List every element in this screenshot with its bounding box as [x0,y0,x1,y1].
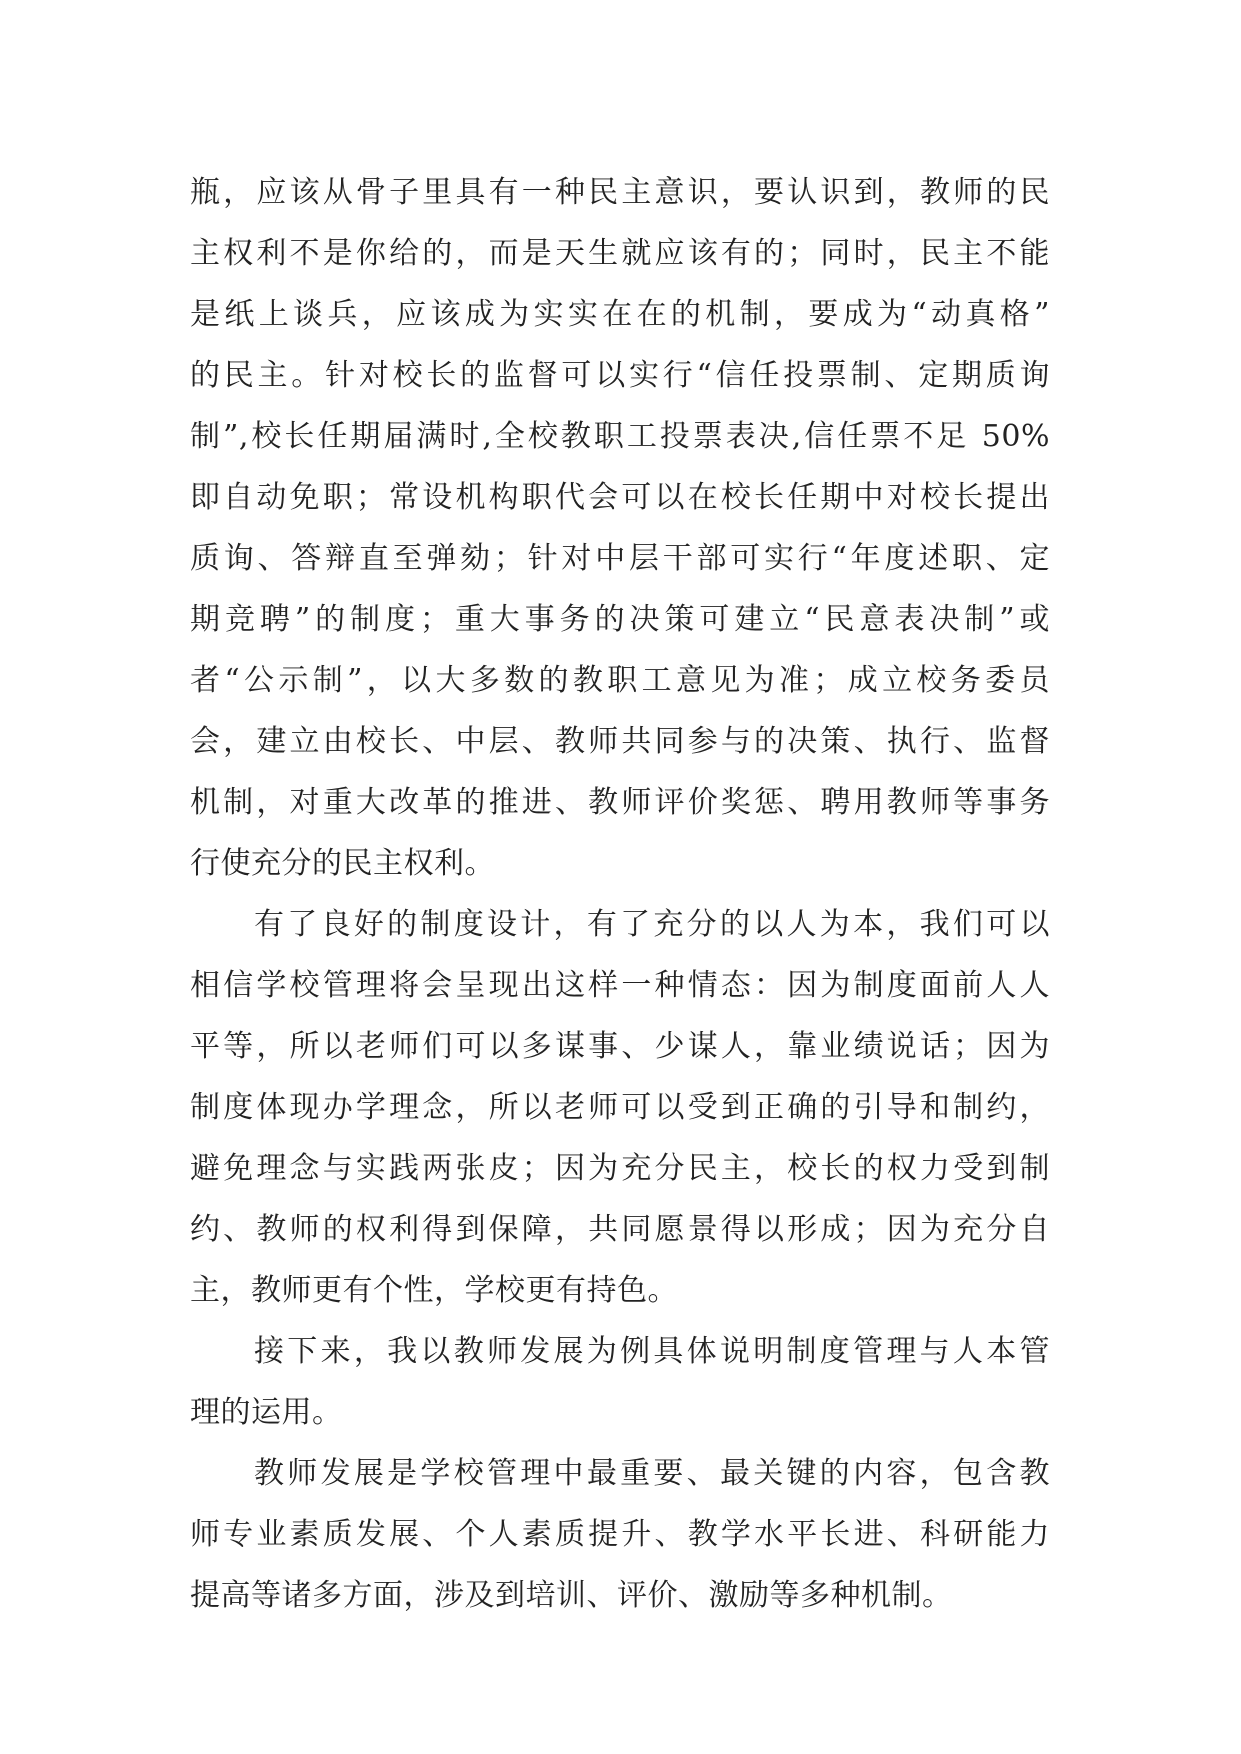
paragraph [190,894,1050,1321]
text-line: 平等，所以老师们可以多谋事、少谋人，靠业绩说话；因为 [190,1029,1050,1064]
text-line: 避免理念与实践两张皮；因为充分民主，校长的权力受到制 [190,1151,1050,1186]
text-line: 有了良好的制度设计，有了充分的以人为本，我们可以 [254,907,1050,942]
text-line: 相信学校管理将会呈现出这样一种情态：因为制度面前人人 [190,968,1050,1003]
text-line: 师专业素质发展、个人素质提升、教学水平长进、科研能力 [190,1517,1050,1552]
paragraph [190,1321,1050,1443]
text-line: 是纸上谈兵，应该成为实实在在的机制，要成为“动真格” [190,297,1050,332]
text-line: 质询、答辩直至弹劾；针对中层干部可实行“年度述职、定 [190,541,1050,576]
text-line: 理的运用。 [190,1395,343,1430]
text-line: 制度体现办学理念，所以老师可以受到正确的引导和制约， [190,1090,1050,1125]
text-line: 主权利不是你给的，而是天生就应该有的；同时，民主不能 [190,236,1050,271]
text-line: 的民主。针对校长的监督可以实行“信任投票制、定期质询 [190,358,1050,393]
text-line: 行使充分的民主权利。 [190,846,495,881]
text-line: 主，教师更有个性，学校更有持色。 [190,1273,678,1308]
text-line: 教师发展是学校管理中最重要、最关键的内容，包含教 [254,1456,1050,1491]
text-line: 约、教师的权利得到保障，共同愿景得以形成；因为充分自 [190,1212,1050,1247]
paragraph [190,162,1050,894]
text-line: 提高等诸多方面，涉及到培训、评价、激励等多种机制。 [190,1578,953,1613]
text-line: 瓶，应该从骨子里具有一种民主意识，要认识到，教师的民 [190,175,1050,210]
text-line: 期竞聘”的制度；重大事务的决策可建立“民意表决制”或 [190,602,1050,637]
text-line: 接下来，我以教师发展为例具体说明制度管理与人本管 [254,1334,1050,1369]
text-line: 机制，对重大改革的推进、教师评价奖惩、聘用教师等事务 [190,785,1050,820]
text-line: 者“公示制”，以大多数的教职工意见为准；成立校务委员 [190,663,1050,698]
text-line: 会，建立由校长、中层、教师共同参与的决策、执行、监督 [190,724,1050,759]
paragraph [190,1443,1050,1626]
document-body [190,162,1050,1626]
text-line: 制”,校长任期届满时,全校教职工投票表决,信任票不足 50% [190,419,1050,454]
text-line: 即自动免职；常设机构职代会可以在校长任期中对校长提出 [190,480,1050,515]
